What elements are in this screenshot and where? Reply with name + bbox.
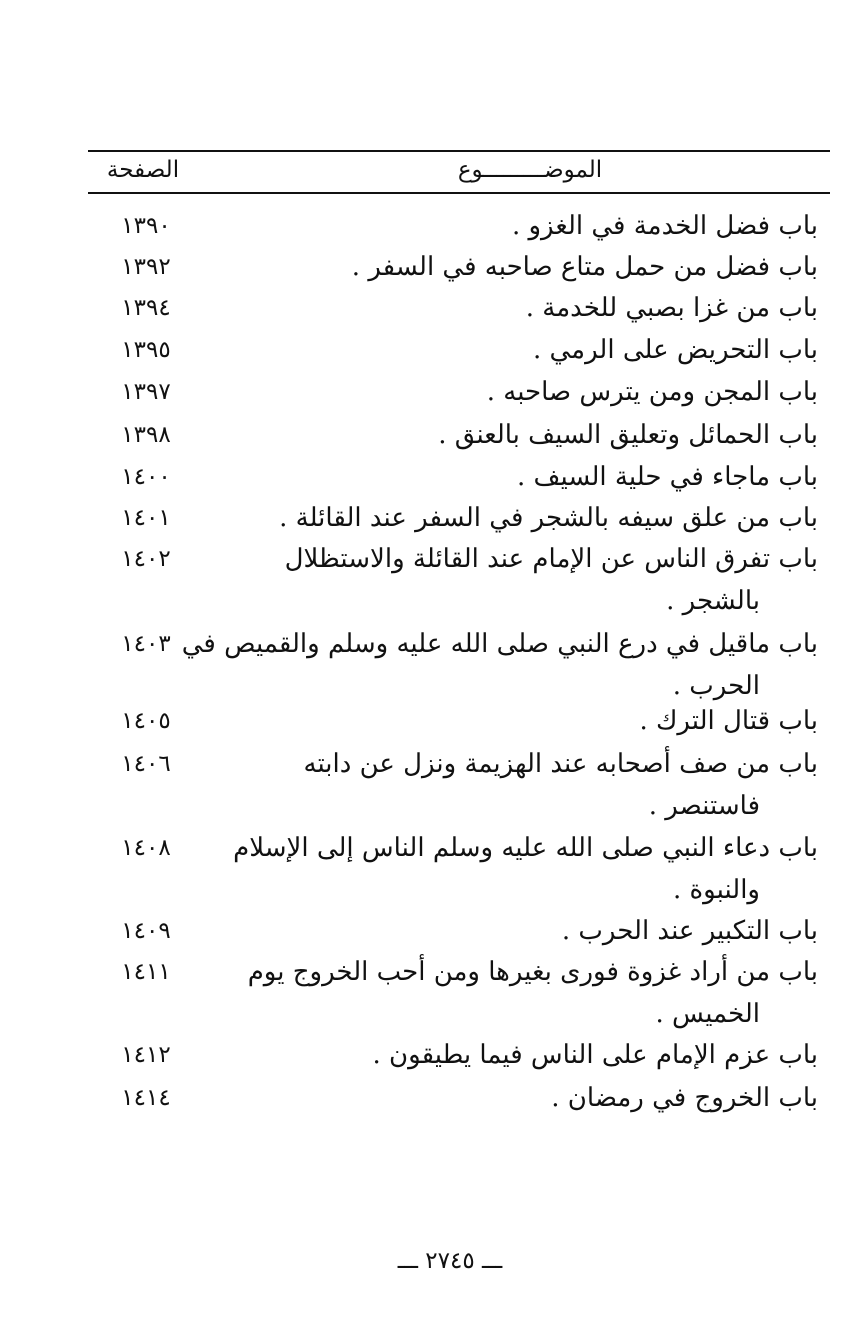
entry-title: باب فضل من حمل متاع صاحبه في السفر . bbox=[351, 252, 818, 282]
entry-title: باب عزم الإمام على الناس فيما يطيقون . bbox=[372, 1040, 818, 1070]
entry-page-number: ١٤١٢ bbox=[121, 1042, 171, 1068]
entry-page-number: ١٤٠٢ bbox=[121, 546, 171, 572]
entry-title-continuation: الخميس . bbox=[655, 999, 760, 1029]
entry-title: باب ماجاء في حلية السيف . bbox=[517, 462, 818, 492]
entry-title: باب المجن ومن يترس صاحبه . bbox=[486, 377, 818, 407]
entry-title-continuation: فاستنصر . bbox=[648, 791, 760, 821]
entry-title: باب الخروج في رمضان . bbox=[551, 1083, 818, 1113]
entry-page-number: ١٣٩٠ bbox=[121, 213, 171, 239]
entry-title: باب من أراد غزوة فورى بغيرها ومن أحب الخروج يوم الخميس . bbox=[243, 951, 818, 1035]
entry-title: باب التحريض على الرمي . bbox=[532, 335, 818, 365]
entry-page-number: ١٤١٤ bbox=[121, 1085, 171, 1111]
entry-page-number: ١٤٠٣ bbox=[121, 631, 171, 657]
header-bottom-rule bbox=[88, 192, 830, 194]
entry-title: باب دعاء النبي صلى الله عليه وسلم الناس إلى الإسلام والنبوة . bbox=[243, 827, 818, 911]
entry-page-number: ١٣٩٧ bbox=[121, 379, 171, 405]
entry-title-continuation: بالشجر . bbox=[666, 586, 760, 616]
entry-title: باب من صف أصحابه عند الهزيمة ونزل عن دابته فاستنصر . bbox=[243, 743, 818, 827]
entry-page-number: ١٤٠١ bbox=[121, 505, 171, 531]
subject-column-header: الموضـــــــــوع bbox=[457, 157, 603, 183]
entry-page-number: ١٣٩٨ bbox=[121, 422, 171, 448]
entry-title: باب من غزا بصبي للخدمة . bbox=[525, 293, 818, 323]
entry-title: باب الحمائل وتعليق السيف بالعنق . bbox=[438, 420, 818, 450]
entry-page-number: ١٣٩٤ bbox=[121, 295, 171, 321]
entry-page-number: ١٤٠٠ bbox=[121, 464, 171, 490]
entry-page-number: ١٣٩٢ bbox=[121, 254, 171, 280]
entry-page-number: ١٤٠٥ bbox=[121, 708, 171, 734]
entry-page-number: ١٤٠٦ bbox=[121, 751, 171, 777]
entry-title-continuation: والنبوة . bbox=[673, 875, 760, 905]
entry-page-number: ١٣٩٥ bbox=[121, 337, 171, 363]
entry-title: باب قتال الترك . bbox=[639, 706, 818, 736]
entry-title-continuation: الحرب . bbox=[672, 671, 760, 701]
entry-title: باب تفرق الناس عن الإمام عند القائلة والاستظلال بالشجر . bbox=[243, 538, 818, 622]
entry-title: باب التكبير عند الحرب . bbox=[561, 916, 818, 946]
entry-page-number: ١٤٠٨ bbox=[121, 835, 171, 861]
entry-title: باب ماقيل في درع النبي صلى الله عليه وسلم والقميص في الحرب . bbox=[243, 623, 818, 707]
entry-title: باب فضل الخدمة في الغزو . bbox=[511, 211, 818, 241]
entry-title: باب من علق سيفه بالشجر في السفر عند القائلة . bbox=[279, 503, 818, 533]
entry-page-number: ١٤١١ bbox=[121, 959, 171, 985]
entry-page-number: ١٤٠٩ bbox=[121, 918, 171, 944]
page-column-header: الصفحة bbox=[106, 157, 180, 183]
page-number-footer: ـــ ٢٧٤٥ ـــ bbox=[397, 1248, 503, 1274]
